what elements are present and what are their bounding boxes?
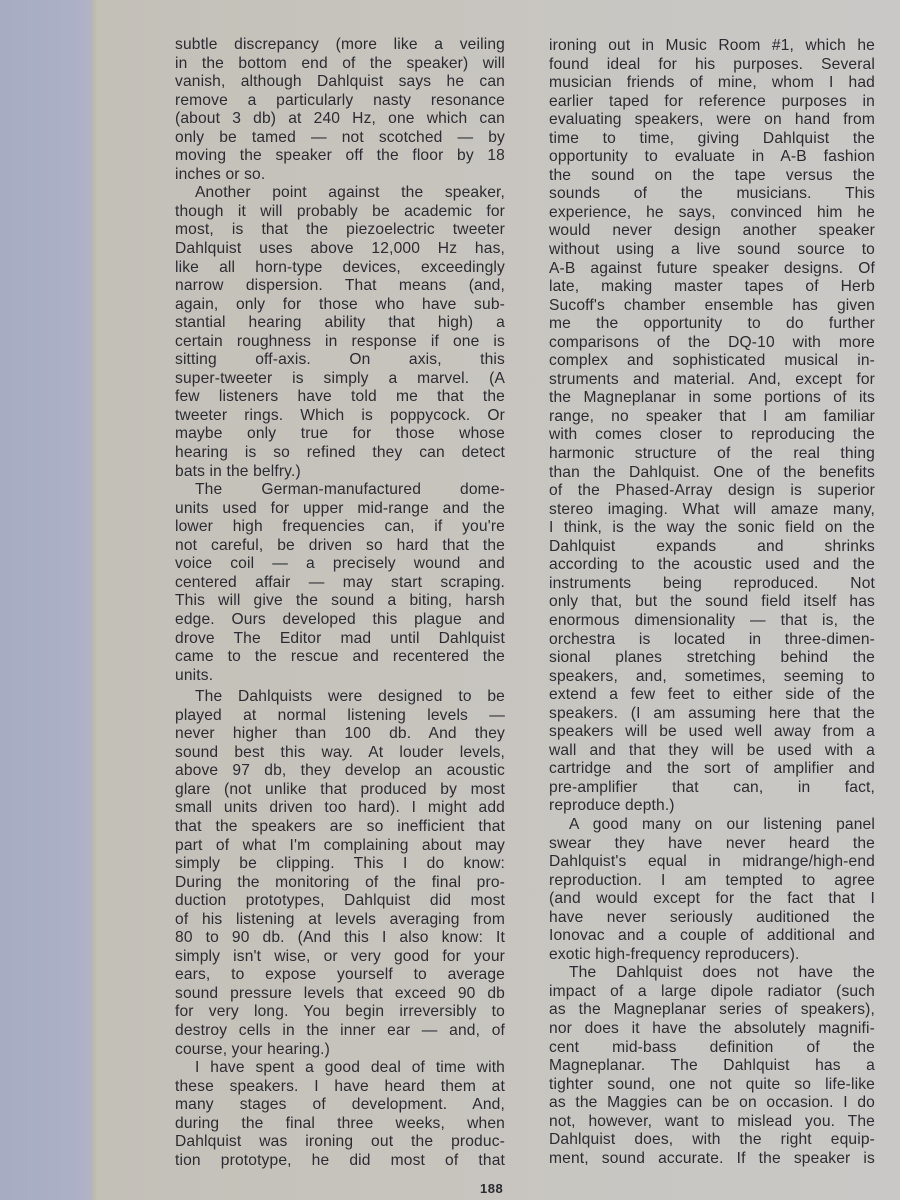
text-line: stereo imaging. What will amaze many, <box>549 500 875 518</box>
text-line: Dahlquist does, with the right equip- <box>549 1131 875 1149</box>
text-line: instruments being reproduced. Not <box>549 574 875 592</box>
paragraph-start-line: The German-manufactured dome- <box>195 481 505 499</box>
text-line: cartridge and the sort of amplifier and <box>549 760 875 778</box>
text-line: that the speakers are so inefficient that <box>175 817 505 835</box>
text-line: Dahlquist was ironing out the produc- <box>175 1133 505 1151</box>
text-line: speakers, and, sometimes, seeming to <box>549 667 875 685</box>
text-line: Ionovac and a couple of additional and <box>549 927 875 945</box>
text-line: the Magneplanar in some portions of its <box>549 389 875 407</box>
text-line: in the bottom end of the speaker) will <box>175 54 505 72</box>
text-line: complex and sophisticated musical in- <box>549 352 875 370</box>
text-line: not, however, want to mislead you. The <box>549 1112 875 1130</box>
text-line: like all horn-type devices, exceedingly <box>175 258 505 276</box>
text-line: units used for upper mid-range and the <box>175 499 505 517</box>
text-line: moving the speaker off the floor by 18 <box>175 147 505 165</box>
text-line: only that, but the sound field itself has <box>549 593 875 611</box>
text-line: subtle discrepancy (more like a veiling <box>175 36 505 53</box>
text-line: cent mid-bass definition of the <box>549 1038 875 1056</box>
paragraph-start-line: The Dahlquists were designed to be <box>195 688 505 706</box>
text-line: played at normal listening levels — <box>175 706 505 724</box>
text-line: me the opportunity to do further <box>549 315 875 333</box>
text-line: only be tamed — not scotched — by <box>175 128 505 146</box>
text-line: nor does it have the absolutely magnifi- <box>549 1019 875 1037</box>
text-line: voice coil — a precisely wound and <box>175 555 505 573</box>
text-line: for very long. You begin irreversibly to <box>175 1003 505 1021</box>
text-line: certain roughness in response if one is <box>175 332 505 350</box>
text-line: impact of a large dipole radiator (such <box>549 982 875 1000</box>
text-line: (about 3 db) at 240 Hz, one which can <box>175 110 505 128</box>
text-line: with comes closer to reproducing the <box>549 426 875 444</box>
text-line: orchestra is located in three-dimen- <box>549 630 875 648</box>
text-line: most, is that the piezoelectric tweeter <box>175 221 505 239</box>
text-line: During the monitoring of the final pro- <box>175 873 505 891</box>
text-line: reproduce depth.) <box>549 797 675 815</box>
text-line: swear they have never heard the <box>549 834 875 852</box>
text-line: according to the acoustic used and the <box>549 556 875 574</box>
text-line: of the Phased-Array design is superior <box>549 482 875 500</box>
text-line: drove The Editor mad until Dahlquist <box>175 629 505 647</box>
text-line: sound best this way. At louder levels, <box>175 743 505 761</box>
text-line: Dahlquist expands and shrinks <box>549 537 875 555</box>
text-line: range, no speaker that I am familiar <box>549 407 875 425</box>
text-column-right <box>549 37 875 1168</box>
text-line: earlier taped for reference purposes in <box>549 92 875 110</box>
text-line: sional planes stretching behind the <box>549 649 875 667</box>
text-line: comparisons of the DQ-10 with more <box>549 333 875 351</box>
text-line: as the Maggies can be on occasion. I do <box>549 1094 875 1112</box>
text-line: hearing is so refined they can detect <box>175 444 505 462</box>
text-line: sounds of the musicians. This <box>549 185 875 203</box>
text-line: harmonic structure of the real thing <box>549 445 875 463</box>
text-line: evaluating speakers, were on hand from <box>549 111 875 129</box>
text-line: again, only for those who have sub- <box>175 295 505 313</box>
text-line: ironing out in Music Room #1, which he <box>549 37 875 54</box>
text-line: time to time, giving Dahlquist the <box>549 129 875 147</box>
text-line: enormous dimensionality — that is, the <box>549 611 875 629</box>
text-line: A-B against future speaker designs. Of <box>549 259 875 277</box>
text-line: exotic high-frequency reproducers). <box>549 945 800 963</box>
text-line: lower high frequencies can, if you're <box>175 518 505 536</box>
text-line: Magneplanar. The Dahlquist has a <box>549 1057 875 1075</box>
text-line: reproduction. I am tempted to agree <box>549 871 875 889</box>
text-column-left <box>175 36 505 1170</box>
text-line: sitting off-axis. On axis, this <box>175 351 505 369</box>
text-line: wall and that they will be used with a <box>549 741 875 759</box>
text-line: edge. Ours developed this plague and <box>175 610 505 628</box>
text-line: came to the rescue and recentered the <box>175 648 505 666</box>
text-line: pre-amplifier that can, in fact, <box>549 778 875 796</box>
paragraph-start-line: The Dahlquist does not have the <box>569 964 875 982</box>
text-line: super-tweeter is simply a marvel. (A <box>175 369 505 387</box>
paragraph-start-line: A good many on our listening panel <box>569 815 875 833</box>
text-line: sound pressure levels that exceed 90 db <box>175 984 505 1002</box>
text-line: tweeter rings. Which is poppycock. Or <box>175 406 505 424</box>
text-line: duction prototypes, Dahlquist did most <box>175 892 505 910</box>
paragraph-start-line: I have spent a good deal of time with <box>195 1059 505 1077</box>
text-line: have never seriously auditioned the <box>549 908 875 926</box>
text-line: destroy cells in the inner ear — and, of <box>175 1021 505 1039</box>
text-line: musician friends of mine, whom I had <box>549 74 875 92</box>
text-line: course, your hearing.) <box>175 1040 330 1058</box>
text-line: the sound on the tape versus the <box>549 166 875 184</box>
text-line: Dahlquist's equal in midrange/high-end <box>549 853 875 871</box>
text-line: though it will probably be academic for <box>175 202 505 220</box>
text-line: centered affair — may start scraping. <box>175 573 505 591</box>
text-line: remove a particularly nasty resonance <box>175 91 505 109</box>
text-line: tighter sound, one not quite so life-like <box>549 1075 875 1093</box>
text-line: would never design another speaker <box>549 222 875 240</box>
text-line: 80 to 90 db. (And this I also know: It <box>175 929 505 947</box>
text-line: opportunity to evaluate in A-B fashion <box>549 148 875 166</box>
text-line: bats in the belfry.) <box>175 462 301 480</box>
text-line: units. <box>175 666 214 684</box>
text-line: glare (not unlike that produced by most <box>175 780 505 798</box>
text-line: not careful, be driven so hard that the <box>175 536 505 554</box>
text-line: speakers will be used well away from a <box>549 723 875 741</box>
text-line: ears, to expose yourself to average <box>175 966 505 984</box>
text-line: during the final three weeks, when <box>175 1114 505 1132</box>
text-line: stantial hearing ability that high) a <box>175 314 505 332</box>
text-line: (and would except for the fact that I <box>549 890 875 908</box>
text-line: experience, he says, convinced him he <box>549 203 875 221</box>
background-surface <box>0 0 92 1200</box>
paragraph-start-line: Another point against the speaker, <box>195 184 505 202</box>
text-line: extend a few feet to either side of the <box>549 686 875 704</box>
text-line: many stages of development. And, <box>175 1096 505 1114</box>
text-line: found ideal for his purposes. Several <box>549 55 875 73</box>
text-line: without using a live sound source to <box>549 241 875 259</box>
text-line: Dahlquist uses above 12,000 Hz has, <box>175 240 505 258</box>
text-line: never higher than 100 db. And they <box>175 725 505 743</box>
text-line: maybe only true for those whose <box>175 425 505 443</box>
page-number: 188 <box>480 1181 504 1196</box>
text-line: as the Magneplanar series of speakers), <box>549 1001 875 1019</box>
text-line: simply isn't wise, or very good for your <box>175 947 505 965</box>
text-line: This will give the sound a biting, harsh <box>175 592 505 610</box>
text-line: narrow dispersion. That means (and, <box>175 277 505 295</box>
text-line: Sucoff's chamber ensemble has given <box>549 296 875 314</box>
text-line: of his listening at levels averaging from <box>175 910 505 928</box>
text-line: tion prototype, he did most of that <box>175 1151 505 1169</box>
text-line: simply be clipping. This I do know: <box>175 855 505 873</box>
text-line: struments and material. And, except for <box>549 370 875 388</box>
text-line: few listeners have told me that the <box>175 388 505 406</box>
text-line: small units driven too hard). I might add <box>175 799 505 817</box>
text-line: speakers. (I am assuming here that the <box>549 704 875 722</box>
text-line: vanish, although Dahlquist says he can <box>175 73 505 91</box>
text-line: late, making master tapes of Herb <box>549 278 875 296</box>
text-line: I think, is the way the sonic field on the <box>549 519 875 537</box>
text-line: inches or so. <box>175 165 266 183</box>
text-line: part of what I'm complaining about may <box>175 836 505 854</box>
text-line: ment, sound accurate. If the speaker is <box>549 1149 875 1167</box>
text-line: above 97 db, they develop an acoustic <box>175 762 505 780</box>
text-line: these speakers. I have heard them at <box>175 1077 505 1095</box>
text-line: than the Dahlquist. One of the benefits <box>549 463 875 481</box>
